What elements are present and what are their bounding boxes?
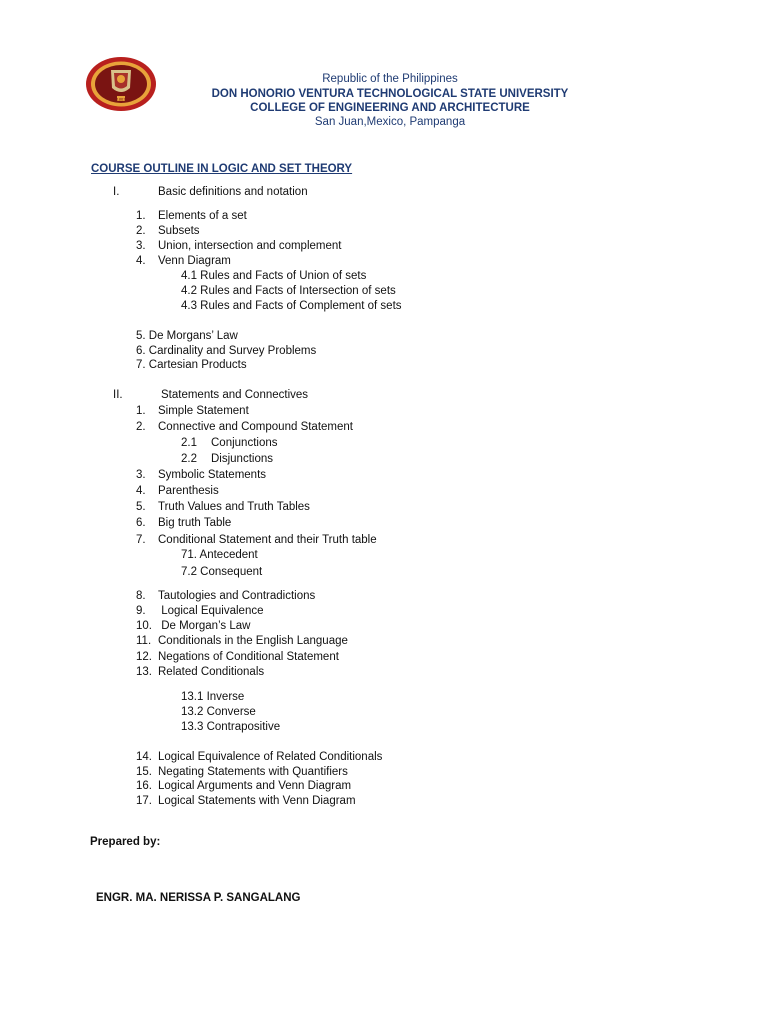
outline-item [136, 651, 339, 663]
outline-item-text: Related Conditionals [158, 666, 265, 678]
outline-item-text: 7. Cartesian Products [136, 359, 247, 371]
outline-item-text: Subsets [158, 225, 200, 237]
outline-item-text: Truth Values and Truth Tables [158, 501, 310, 513]
document-header [180, 72, 600, 130]
outline-item-text: Negations of Conditional Statement [158, 651, 339, 663]
outline-item-text: Tautologies and Contradictions [158, 590, 316, 602]
outline-item-number: 15. [136, 766, 152, 778]
outline-item [136, 225, 200, 237]
outline-item-number: 3. [136, 469, 146, 481]
outline-item-text: De Morgan’s Law [158, 620, 251, 632]
outline-item-text: 4.2 Rules and Facts of Intersection of sets [181, 285, 396, 297]
outline-item [136, 620, 250, 632]
outline-item [136, 485, 219, 497]
outline-item [136, 605, 264, 617]
outline-item-number: 8. [136, 590, 146, 602]
outline-item-text: Big truth Table [158, 517, 232, 529]
outline-item-number: 2. [136, 421, 146, 433]
outline-item [136, 534, 377, 546]
outline-item [181, 721, 280, 733]
outline-item-number: 7. [136, 534, 146, 546]
outline-item-text: Logical Equivalence of Related Conditionals [158, 751, 383, 763]
outline-item-text: Union, intersection and complement [158, 240, 342, 252]
outline-item-text: Conditionals in the English Language [158, 635, 348, 647]
outline-item-text: Conjunctions [211, 437, 278, 449]
outline-item [181, 691, 244, 703]
outline-item [181, 706, 256, 718]
outline-item-text: Negating Statements with Quantifiers [158, 766, 348, 778]
prepared-by-label: Prepared by: [90, 836, 161, 848]
outline-item-text: Conditional Statement and their Truth table [158, 534, 377, 546]
outline-item-text: Logical Statements with Venn Diagram [158, 795, 356, 807]
outline-item [136, 517, 231, 529]
outline-item-text: 13.1 Inverse [181, 691, 245, 703]
outline-item [136, 405, 249, 417]
outline-item-text: Connective and Compound Statement [158, 421, 353, 433]
outline-item-text: Simple Statement [158, 405, 249, 417]
outline-item-text: Basic definitions and notation [158, 186, 308, 198]
outline-item [113, 186, 308, 198]
outline-item [181, 285, 396, 297]
outline-item-number: 12. [136, 651, 152, 663]
outline-item [136, 345, 316, 357]
course-title: COURSE OUTLINE IN LOGIC AND SET THEORY [91, 163, 353, 175]
outline-item-text: Disjunctions [211, 453, 273, 465]
header-college: COLLEGE OF ENGINEERING AND ARCHITECTURE [250, 102, 530, 114]
outline-item [136, 255, 231, 267]
outline-item-number: 2.1 [181, 437, 197, 449]
outline-item-number: 17. [136, 795, 152, 807]
outline-item-number: 4. [136, 485, 146, 497]
outline-item-text: 4.3 Rules and Facts of Complement of sets [181, 300, 402, 312]
outline-item [136, 780, 351, 792]
outline-item [136, 766, 348, 778]
outline-item-number: 16. [136, 780, 152, 792]
outline-item-text: 13.3 Contrapositive [181, 721, 281, 733]
outline-item-number: 10. [136, 620, 152, 632]
outline-item-text: Parenthesis [158, 485, 219, 497]
outline-item [113, 389, 308, 401]
outline-item [136, 635, 348, 647]
outline-item-text: 4.1 Rules and Facts of Union of sets [181, 270, 367, 282]
seal-year: 1861 [116, 96, 126, 102]
outline-item-text: Symbolic Statements [158, 469, 267, 481]
outline-item-number: 1. [136, 210, 146, 222]
outline-item [136, 795, 356, 807]
outline-item [136, 210, 247, 222]
outline-item [136, 751, 382, 763]
outline-item-text: Venn Diagram [158, 255, 231, 267]
outline-item-number: 14. [136, 751, 152, 763]
outline-item-number: II. [113, 389, 123, 401]
header-location: San Juan,Mexico, Pampanga [314, 116, 466, 128]
outline-item-number: 6. [136, 517, 146, 529]
outline-item-text: 6. Cardinality and Survey Problems [136, 345, 317, 357]
outline-item [136, 240, 341, 252]
outline-item-number: 11. [136, 635, 152, 647]
outline-item-number: 4. [136, 255, 146, 267]
outline-item [181, 566, 262, 578]
outline-item-text: Elements of a set [158, 210, 247, 222]
outline-item [181, 549, 258, 561]
outline-item [136, 421, 353, 433]
outline-item-text: 7.2 Consequent [181, 566, 263, 578]
outline-item [136, 330, 238, 342]
header-republic: Republic of the Philippines [322, 73, 458, 85]
outline-item-number: 5. [136, 501, 146, 513]
outline-item [136, 359, 247, 371]
outline-item-text: Logical Arguments and Venn Diagram [158, 780, 352, 792]
outline-item-number: I. [113, 186, 120, 198]
outline-item-number: 2. [136, 225, 146, 237]
university-seal-logo [84, 56, 158, 112]
outline-item [181, 300, 402, 312]
outline-item-text: 71. Antecedent [181, 549, 258, 561]
outline-item [136, 501, 310, 513]
outline-item-text: 13.2 Converse [181, 706, 256, 718]
outline-item-text: Statements and Connectives [161, 389, 309, 401]
preparer-name: ENGR. MA. NERISSA P. SANGALANG [96, 892, 301, 904]
outline-item [136, 469, 266, 481]
outline-item [181, 437, 277, 449]
outline-item [136, 666, 264, 678]
outline-item-number: 13. [136, 666, 152, 678]
outline-item-number: 1. [136, 405, 146, 417]
outline-item-text: Logical Equivalence [158, 605, 264, 617]
outline-item-text: 5. De Morgans’ Law [136, 330, 238, 342]
outline-item-number: 2.2 [181, 453, 197, 465]
outline-item [181, 270, 366, 282]
outline-item [136, 590, 315, 602]
outline-item-number: 3. [136, 240, 146, 252]
outline-item [181, 453, 273, 465]
header-university: DON HONORIO VENTURA TECHNOLOGICAL STATE UNIVERSITY [211, 88, 569, 100]
outline-item-number: 9. [136, 605, 146, 617]
